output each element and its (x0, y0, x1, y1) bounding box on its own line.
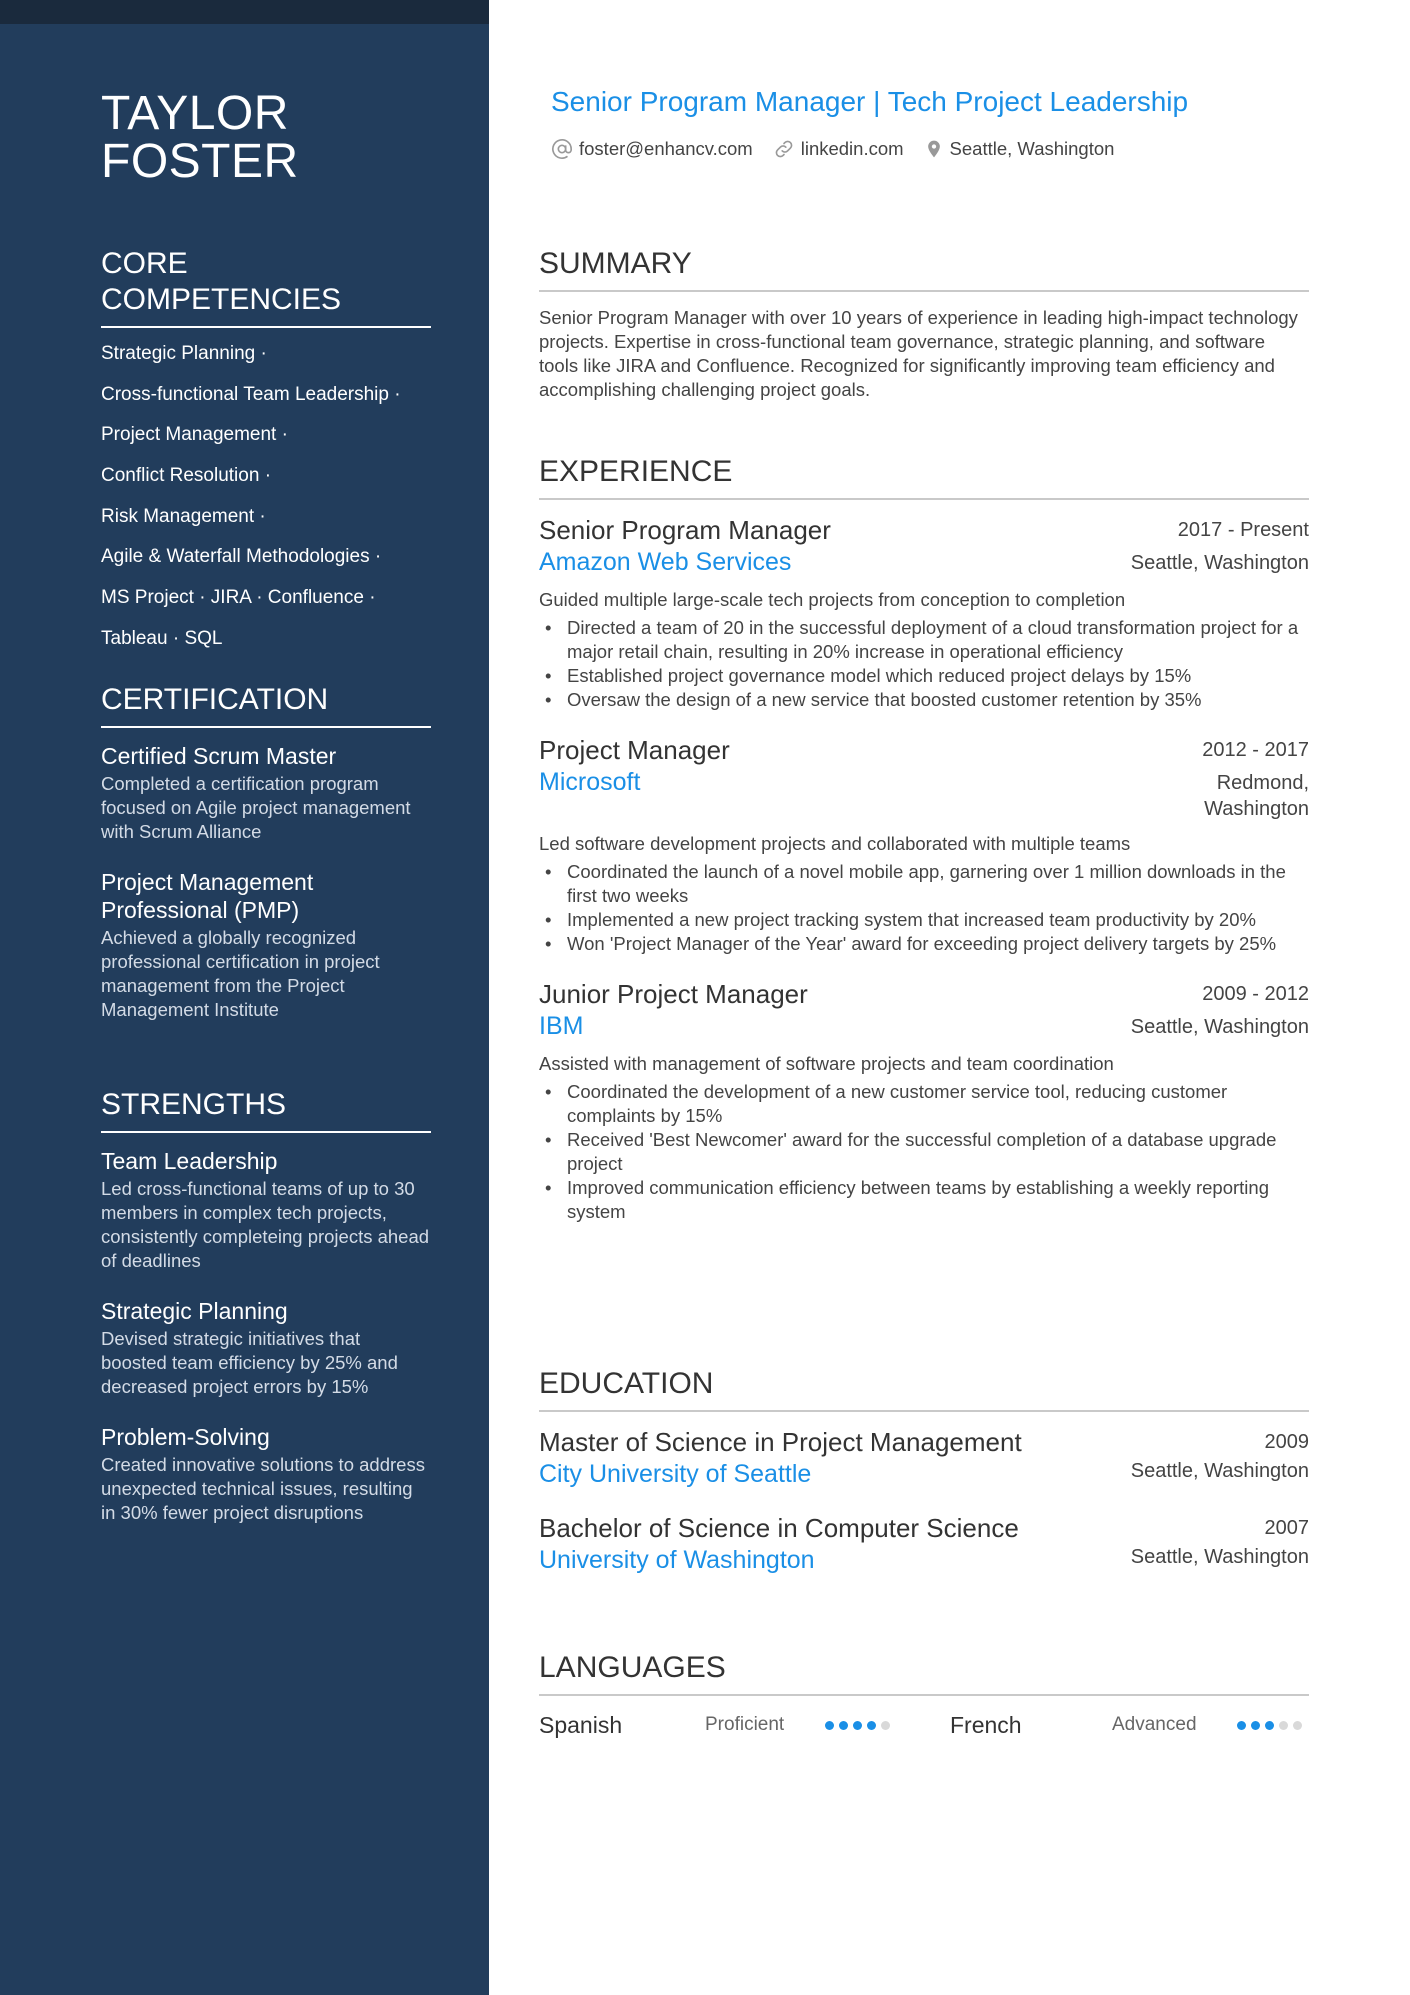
strength-title: Problem-Solving (101, 1424, 270, 1450)
first-name: TAYLOR (101, 87, 289, 140)
contact-email[interactable] (551, 138, 753, 160)
language-name: French (950, 1712, 1022, 1738)
job-bullet: • Coordinated the development of a new customer service tool, reducing customer complaints by 15% (539, 1080, 1309, 1128)
location-pin-icon (924, 138, 944, 160)
job-title: Junior Project Manager (539, 979, 808, 1009)
contact-email-text: foster@enhancv.com (579, 138, 753, 159)
strengths-heading: STRENGTHS (101, 1087, 431, 1133)
job-bullet: • Established project governance model which reduced project delays by 15% (539, 664, 1309, 688)
education-year: 2009 (1264, 1431, 1309, 1453)
languages-row (539, 1710, 1309, 1740)
job-company: Microsoft (539, 768, 641, 796)
job-bullets (539, 1080, 1309, 1224)
education-section (539, 1366, 1309, 1598)
job-location: Seattle, Washington (1130, 552, 1309, 574)
strength-desc: Created innovative solutions to address unexpected technical issues, resulting in 30% fewer project disruptions (101, 1454, 425, 1523)
education-school: University of Washington (539, 1546, 815, 1574)
job-description: Assisted with management of software projects and team coordination (539, 1053, 1114, 1074)
job-company: IBM (539, 1012, 584, 1040)
summary-text: Senior Program Manager with over 10 years of experience in leading high-impact technology projects. Expertise in cross-functional team governance, strategic planning, and software tools like JIRA and Confluence. Recognized for significantly improving team efficiency and accomplishing challenging project goals. (539, 307, 1298, 400)
rating-dot (1293, 1721, 1302, 1730)
sidebar (0, 0, 489, 1995)
certification-title: Project Management Professional (PMP) (101, 869, 314, 923)
certification-section (101, 682, 431, 1046)
education-year: 2007 (1264, 1517, 1309, 1539)
language-rating (1237, 1721, 1307, 1730)
rating-dot (867, 1721, 876, 1730)
candidate-name (101, 87, 299, 188)
job-date: 2009 - 2012 (1202, 983, 1309, 1005)
competency-item: Conflict Resolution · (101, 465, 272, 487)
job-bullets (539, 616, 1309, 712)
job-bullet: • Received 'Best Newcomer' award for the successful completion of a database upgrade project (539, 1128, 1309, 1176)
languages-heading: LANGUAGES (539, 1650, 1309, 1696)
competency-item: MS Project · JIRA · Confluence · (101, 587, 376, 609)
rating-dot (1265, 1721, 1274, 1730)
job-bullet: • Implemented a new project tracking system that increased team productivity by 20% (539, 908, 1309, 932)
strength-title: Team Leadership (101, 1148, 278, 1174)
link-icon (773, 138, 795, 160)
job-bullet: • Coordinated the launch of a novel mobile app, garnering over 1 million downloads in the first two weeks (539, 860, 1309, 908)
sidebar-top-bar (0, 0, 489, 24)
education-location: Seattle, Washington (1130, 1546, 1309, 1568)
education-entry (539, 1426, 1309, 1490)
certification-title: Certified Scrum Master (101, 743, 337, 769)
job-bullet: • Won 'Project Manager of the Year' award for exceeding project delivery targets by 25% (539, 932, 1309, 956)
contact-linkedin[interactable] (773, 138, 904, 160)
rating-dot (881, 1721, 890, 1730)
job-bullet: • Oversaw the design of a new service that boosted customer retention by 35% (539, 688, 1309, 712)
rating-dot (1237, 1721, 1246, 1730)
competencies-list (101, 342, 431, 650)
rating-dot (839, 1721, 848, 1730)
rating-dot (825, 1721, 834, 1730)
competency-item: Risk Management · (101, 505, 266, 527)
summary-heading: SUMMARY (539, 246, 1309, 292)
job-location: Redmond, Washington (1204, 772, 1309, 820)
strengths-section (101, 1087, 431, 1549)
strength-desc: Devised strategic initiatives that boosted team efficiency by 25% and decreased project errors by 15% (101, 1328, 398, 1397)
job-entry (539, 734, 1309, 956)
strength-item (101, 1147, 431, 1273)
experience-heading: EXPERIENCE (539, 454, 1309, 500)
contact-location (924, 138, 1115, 160)
job-bullet: • Directed a team of 20 in the successful deployment of a cloud transformation project for a major retail chain, resulting in 20% increase in operational efficiency (539, 616, 1309, 664)
strength-item (101, 1297, 431, 1399)
rating-dot (1279, 1721, 1288, 1730)
job-entry (539, 514, 1309, 712)
education-degree: Bachelor of Science in Computer Science (539, 1513, 1019, 1543)
job-title: Senior Program Manager (539, 515, 831, 545)
job-entry (539, 978, 1309, 1224)
job-description: Led software development projects and collaborated with multiple teams (539, 833, 1131, 854)
competencies-section (101, 246, 431, 668)
competency-item: Strategic Planning · (101, 343, 267, 364)
rating-dot (853, 1721, 862, 1730)
contact-location-text: Seattle, Washington (949, 138, 1115, 159)
languages-section (539, 1650, 1309, 1740)
education-degree: Master of Science in Project Management (539, 1427, 1022, 1457)
job-title: Project Manager (539, 735, 730, 765)
contact-linkedin-text: linkedin.com (800, 138, 904, 159)
education-heading: EDUCATION (539, 1366, 1309, 1412)
experience-section (539, 454, 1309, 1246)
competency-item: Tableau · SQL (101, 627, 223, 649)
education-entry (539, 1512, 1309, 1576)
education-school: City University of Seattle (539, 1460, 812, 1488)
language-rating (825, 1721, 950, 1730)
job-date: 2017 - Present (1177, 519, 1309, 541)
headline: Senior Program Manager | Tech Project Leadership (551, 86, 1189, 117)
job-date: 2012 - 2017 (1202, 739, 1309, 761)
job-company: Amazon Web Services (539, 548, 792, 576)
strength-item (101, 1423, 431, 1525)
certification-heading: CERTIFICATION (101, 682, 431, 728)
certification-desc: Achieved a globally recognized professional certification in project management from the Project Management Institute (101, 927, 380, 1020)
contact-bar (551, 138, 1134, 160)
certification-item (101, 868, 431, 1022)
job-description: Guided multiple large-scale tech projects from conception to completion (539, 589, 1126, 610)
language-name: Spanish (539, 1712, 623, 1738)
competencies-heading: CORE COMPETENCIES (101, 246, 431, 328)
certification-item (101, 742, 431, 844)
strength-desc: Led cross-functional teams of up to 30 members in complex tech projects, consistently completeing projects ahead of deadlines (101, 1178, 430, 1271)
last-name: FOSTER (101, 135, 299, 188)
competency-item: Agile & Waterfall Methodologies · (101, 546, 382, 568)
education-location: Seattle, Washington (1130, 1460, 1309, 1482)
certification-desc: Completed a certification program focused on Agile project management with Scrum Alliance (101, 773, 411, 842)
language-level: Advanced (1112, 1714, 1197, 1735)
at-icon (551, 138, 573, 160)
strength-title: Strategic Planning (101, 1298, 288, 1324)
language-level: Proficient (705, 1714, 785, 1735)
job-bullet: • Improved communication efficiency between teams by establishing a weekly reporting system (539, 1176, 1309, 1224)
competency-item: Cross-functional Team Leadership · (101, 383, 401, 405)
summary-section (539, 246, 1309, 402)
job-location: Seattle, Washington (1130, 1016, 1309, 1038)
job-bullets (539, 860, 1309, 956)
rating-dot (1251, 1721, 1260, 1730)
competency-item: Project Management · (101, 424, 288, 446)
